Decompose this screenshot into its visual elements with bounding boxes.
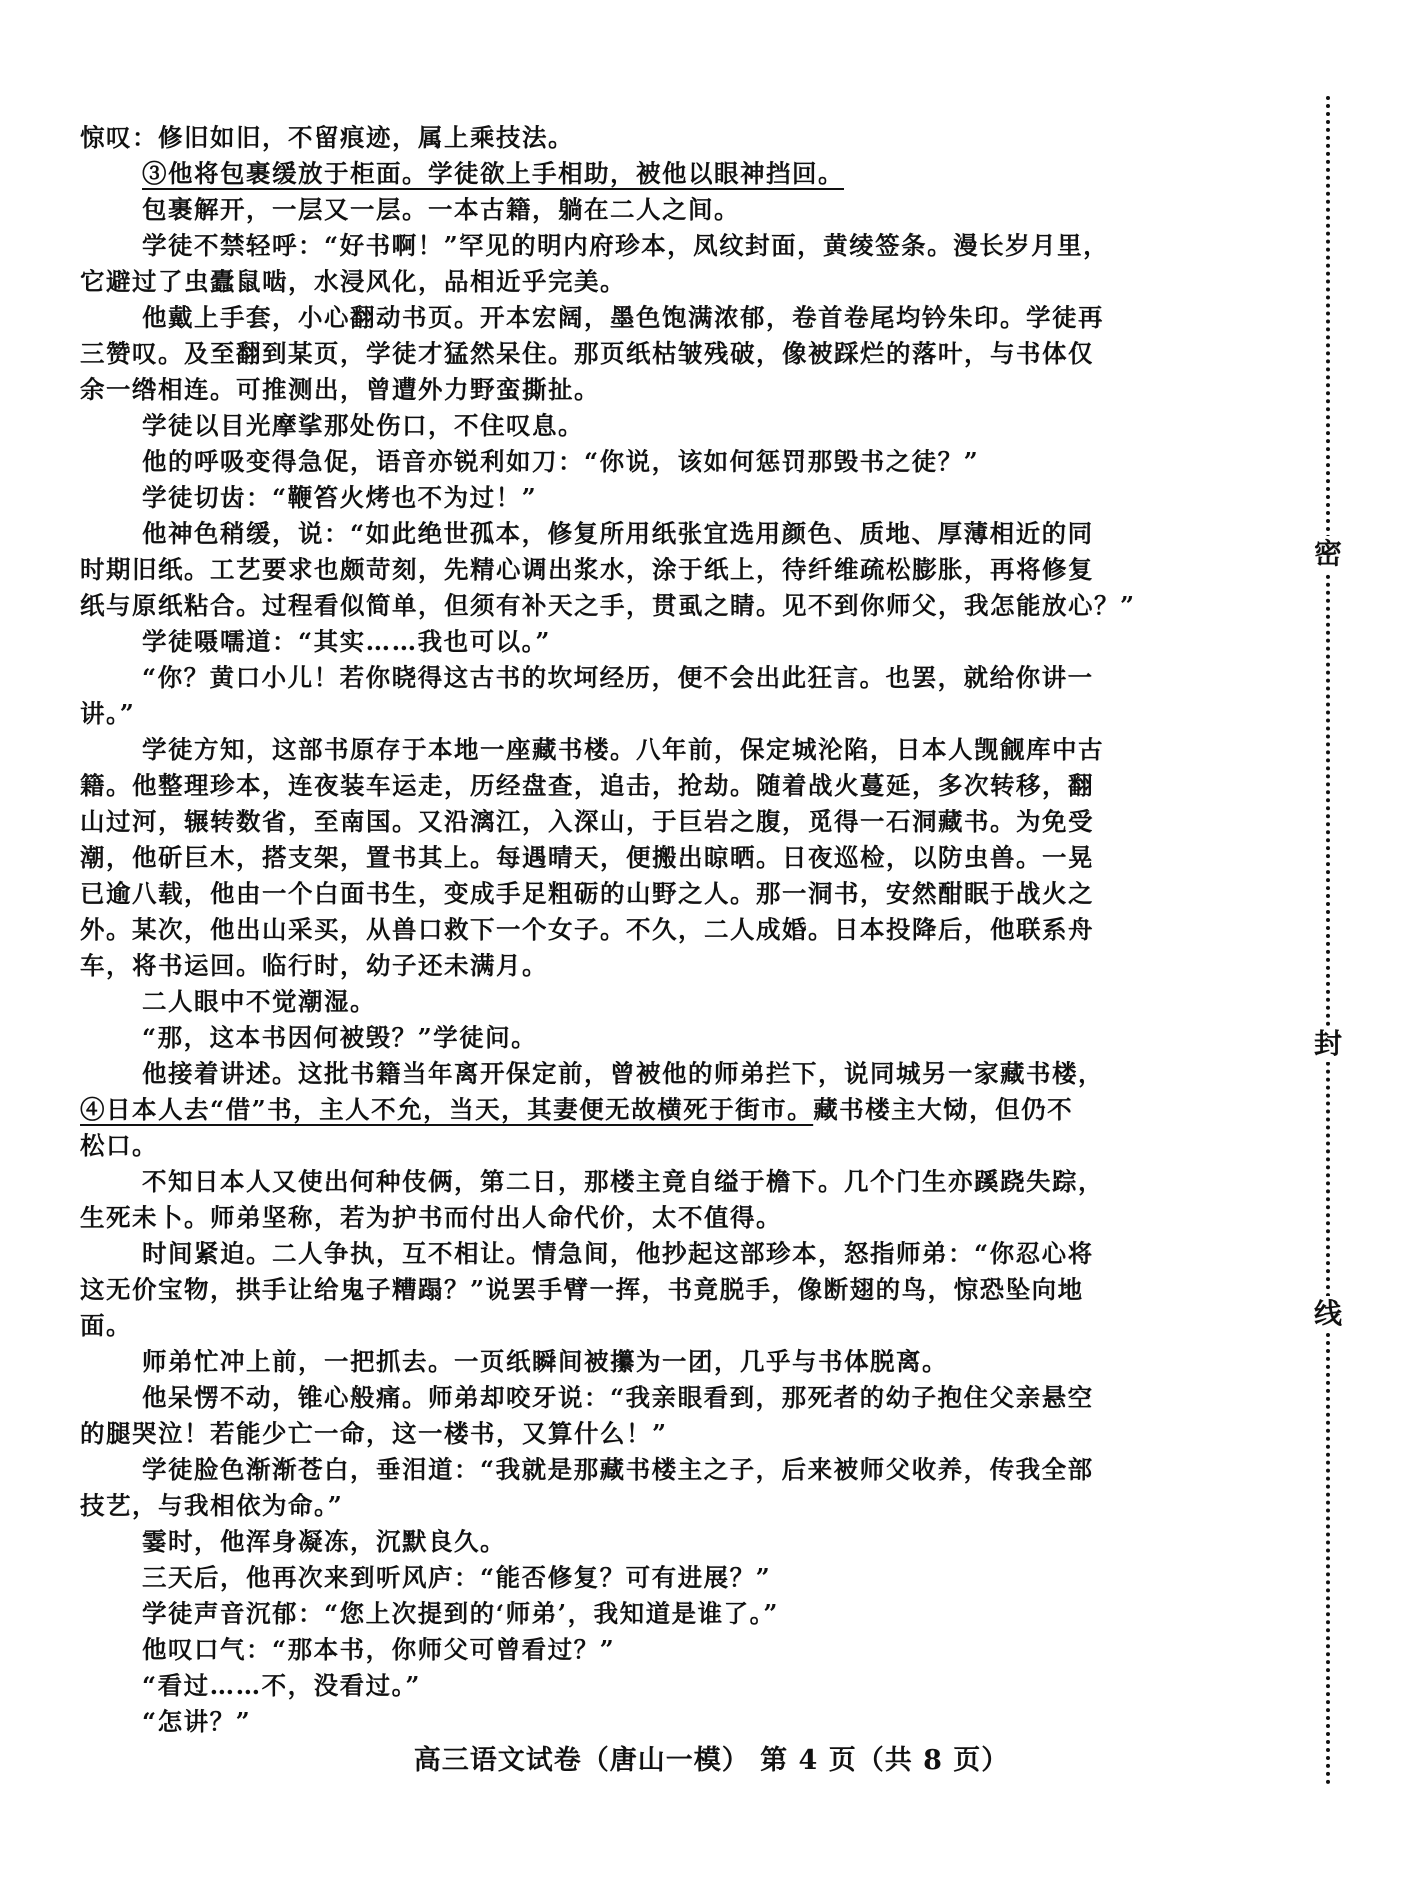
text-line: 潮，他斫巨木，搭支架，置书其上。每遇晴天，便搬出晾晒。日夜巡检，以防虫兽。一晃 (80, 843, 1094, 872)
text-line: 余一绺相连。可推测出，曾遭外力野蛮撕扯。 (80, 375, 600, 404)
text-line: 他戴上手套，小心翻动书页。开本宏阔，墨色饱满浓郁，卷首卷尾均钤朱印。学徒再 (142, 303, 1104, 332)
text-line: 不知日本人又使出何种伎俩，第二日，那楼主竟自缢于檐下。几个门生亦蹊跷失踪， (142, 1167, 1104, 1196)
text-line: 学徒不禁轻呼：“好书啊！”罕见的明内府珍本，凤纹封面，黄绫签条。漫长岁月里， (142, 231, 1110, 260)
text-line: “看过……不，没看过。” (142, 1671, 421, 1700)
text-line: 籍。他整理珍本，连夜装车运走，历经盘查，追击，抢劫。随着战火蔓延，多次转移，翻 (80, 771, 1094, 800)
text-line: 他神色稍缓，说：“如此绝世孤本，修复所用纸张宜选用颜色、质地、厚薄相近的同 (142, 519, 1094, 548)
text-line: 他叹口气：“那本书，你师父可曾看过？” (142, 1635, 616, 1664)
text-line: 学徒脸色渐渐苍白，垂泪道：“我就是那藏书楼主之子，后来被师父收养，传我全部 (142, 1455, 1094, 1484)
text-line: 的腿哭泣！若能少亡一命，这一楼书，又算什么！” (80, 1419, 668, 1448)
marker-3: ③ (142, 159, 168, 188)
page-footer: 高三语文试卷（唐山一模） 第 4 页（共 8 页） (413, 1745, 1010, 1776)
text-line: 面。 (80, 1311, 132, 1340)
marker-4: ④ (80, 1095, 106, 1124)
text-line: 已逾八载，他由一个白面书生，变成手足粗砺的山野之人。那一洞书，安然酣眠于战火之 (80, 879, 1094, 908)
text-line: 包裹解开，一层又一层。一本古籍，躺在二人之间。 (142, 195, 740, 224)
text-line: 惊叹：修旧如旧，不留痕迹，属上乘技法。 (80, 123, 574, 152)
text-line: 三赞叹。及至翻到某页，学徒才猛然呆住。那页纸枯皱残破，像被踩烂的落叶，与书体仅 (80, 339, 1094, 368)
text-line: 时期旧纸。工艺要求也颇苛刻，先精心调出浆水，涂于纸上，待纤维疏松膨胀，再将修复 (80, 555, 1094, 584)
text-line: 师弟忙冲上前，一把抓去。一页纸瞬间被攥为一团，几乎与书体脱离。 (142, 1347, 948, 1376)
dotted-seal-line (1326, 96, 1330, 1786)
text-line: 技艺，与我相依为命。” (80, 1491, 344, 1520)
text-line: 它避过了虫蠹鼠啮，水浸风化，品相近乎完美。 (80, 267, 626, 296)
margin-char-xian: 线 (1310, 1296, 1346, 1332)
text-line: 外。某次，他出山采买，从兽口救下一个女子。不久，二人成婚。日本投降后，他联系舟 (80, 915, 1094, 944)
text-line: 学徒嗫嚅道：“其实……我也可以。” (142, 627, 551, 656)
underlined-text-4: 日本人去“借”书，主人不允，当天，其妻便无故横死于街市。 (106, 1095, 814, 1124)
text-line: 学徒声音沉郁：“您上次提到的‘师弟’，我知道是谁了。” (142, 1599, 779, 1628)
text-line: 霎时，他浑身凝冻，沉默良久。 (142, 1527, 506, 1556)
text-line: “你？黄口小儿！若你晓得这古书的坎坷经历，便不会出此狂言。也罢，就给你讲一 (142, 663, 1094, 692)
margin-char-mi: 密 (1310, 536, 1346, 572)
text-fragment: 藏书楼主大恸，但仍不 (813, 1095, 1074, 1124)
text-line: 学徒以目光摩挲那处伤口，不住叹息。 (142, 411, 584, 440)
text-line: 山过河，辗转数省，至南国。又沿漓江，入深山，于巨岩之腹，觅得一石洞藏书。为免受 (80, 807, 1094, 836)
text-line: 学徒方知，这部书原存于本地一座藏书楼。八年前，保定城沦陷，日本人觊觎库中古 (142, 735, 1104, 764)
text-line: 二人眼中不觉潮湿。 (142, 987, 376, 1016)
text-line: 讲。” (80, 699, 136, 728)
underlined-text-3: 他将包裹缓放于柜面。学徒欲上手相助，被他以眼神挡回。 (168, 159, 844, 188)
text-line: 他呆愣不动，锥心般痛。师弟却咬牙说：“我亲眼看到，那死者的幼子抱住父亲悬空 (142, 1383, 1094, 1412)
underlined-sentence-3 (142, 156, 844, 192)
text-line: 车，将书运回。临行时，幼子还未满月。 (80, 951, 548, 980)
text-line: 纸与原纸粘合。过程看似简单，但须有补天之手，贯虱之睛。见不到你师父，我怎能放心？” (80, 591, 1136, 620)
text-line: 他的呼吸变得急促，语音亦锐利如刀：“你说，该如何惩罚那毁书之徒？” (142, 447, 980, 476)
text-line: 生死未卜。师弟坚称，若为护书而付出人命代价，太不值得。 (80, 1203, 782, 1232)
margin-char-feng: 封 (1310, 1026, 1346, 1062)
text-line: 这无价宝物，拱手让给鬼子糟蹋？”说罢手臂一挥，书竟脱手，像断翅的鸟，惊恐坠向地 (80, 1275, 1084, 1304)
text-line: 学徒切齿：“鞭笞火烤也不为过！” (142, 483, 538, 512)
text-line: “怎讲？” (142, 1707, 252, 1736)
text-line: 时间紧迫。二人争执，互不相让。情急间，他抄起这部珍本，怒指师弟：“你忍心将 (142, 1239, 1094, 1268)
text-line: 松口。 (80, 1131, 158, 1160)
seal-line-margin (1313, 96, 1342, 1786)
text-line: 三天后，他再次来到听风庐：“能否修复？可有进展？” (142, 1563, 772, 1592)
text-line: 他接着讲述。这批书籍当年离开保定前，曾被他的师弟拦下，说同城另一家藏书楼， (142, 1059, 1104, 1088)
text-line: “那，这本书因何被毁？”学徒问。 (142, 1023, 538, 1052)
underlined-sentence-4 (80, 1092, 1073, 1128)
